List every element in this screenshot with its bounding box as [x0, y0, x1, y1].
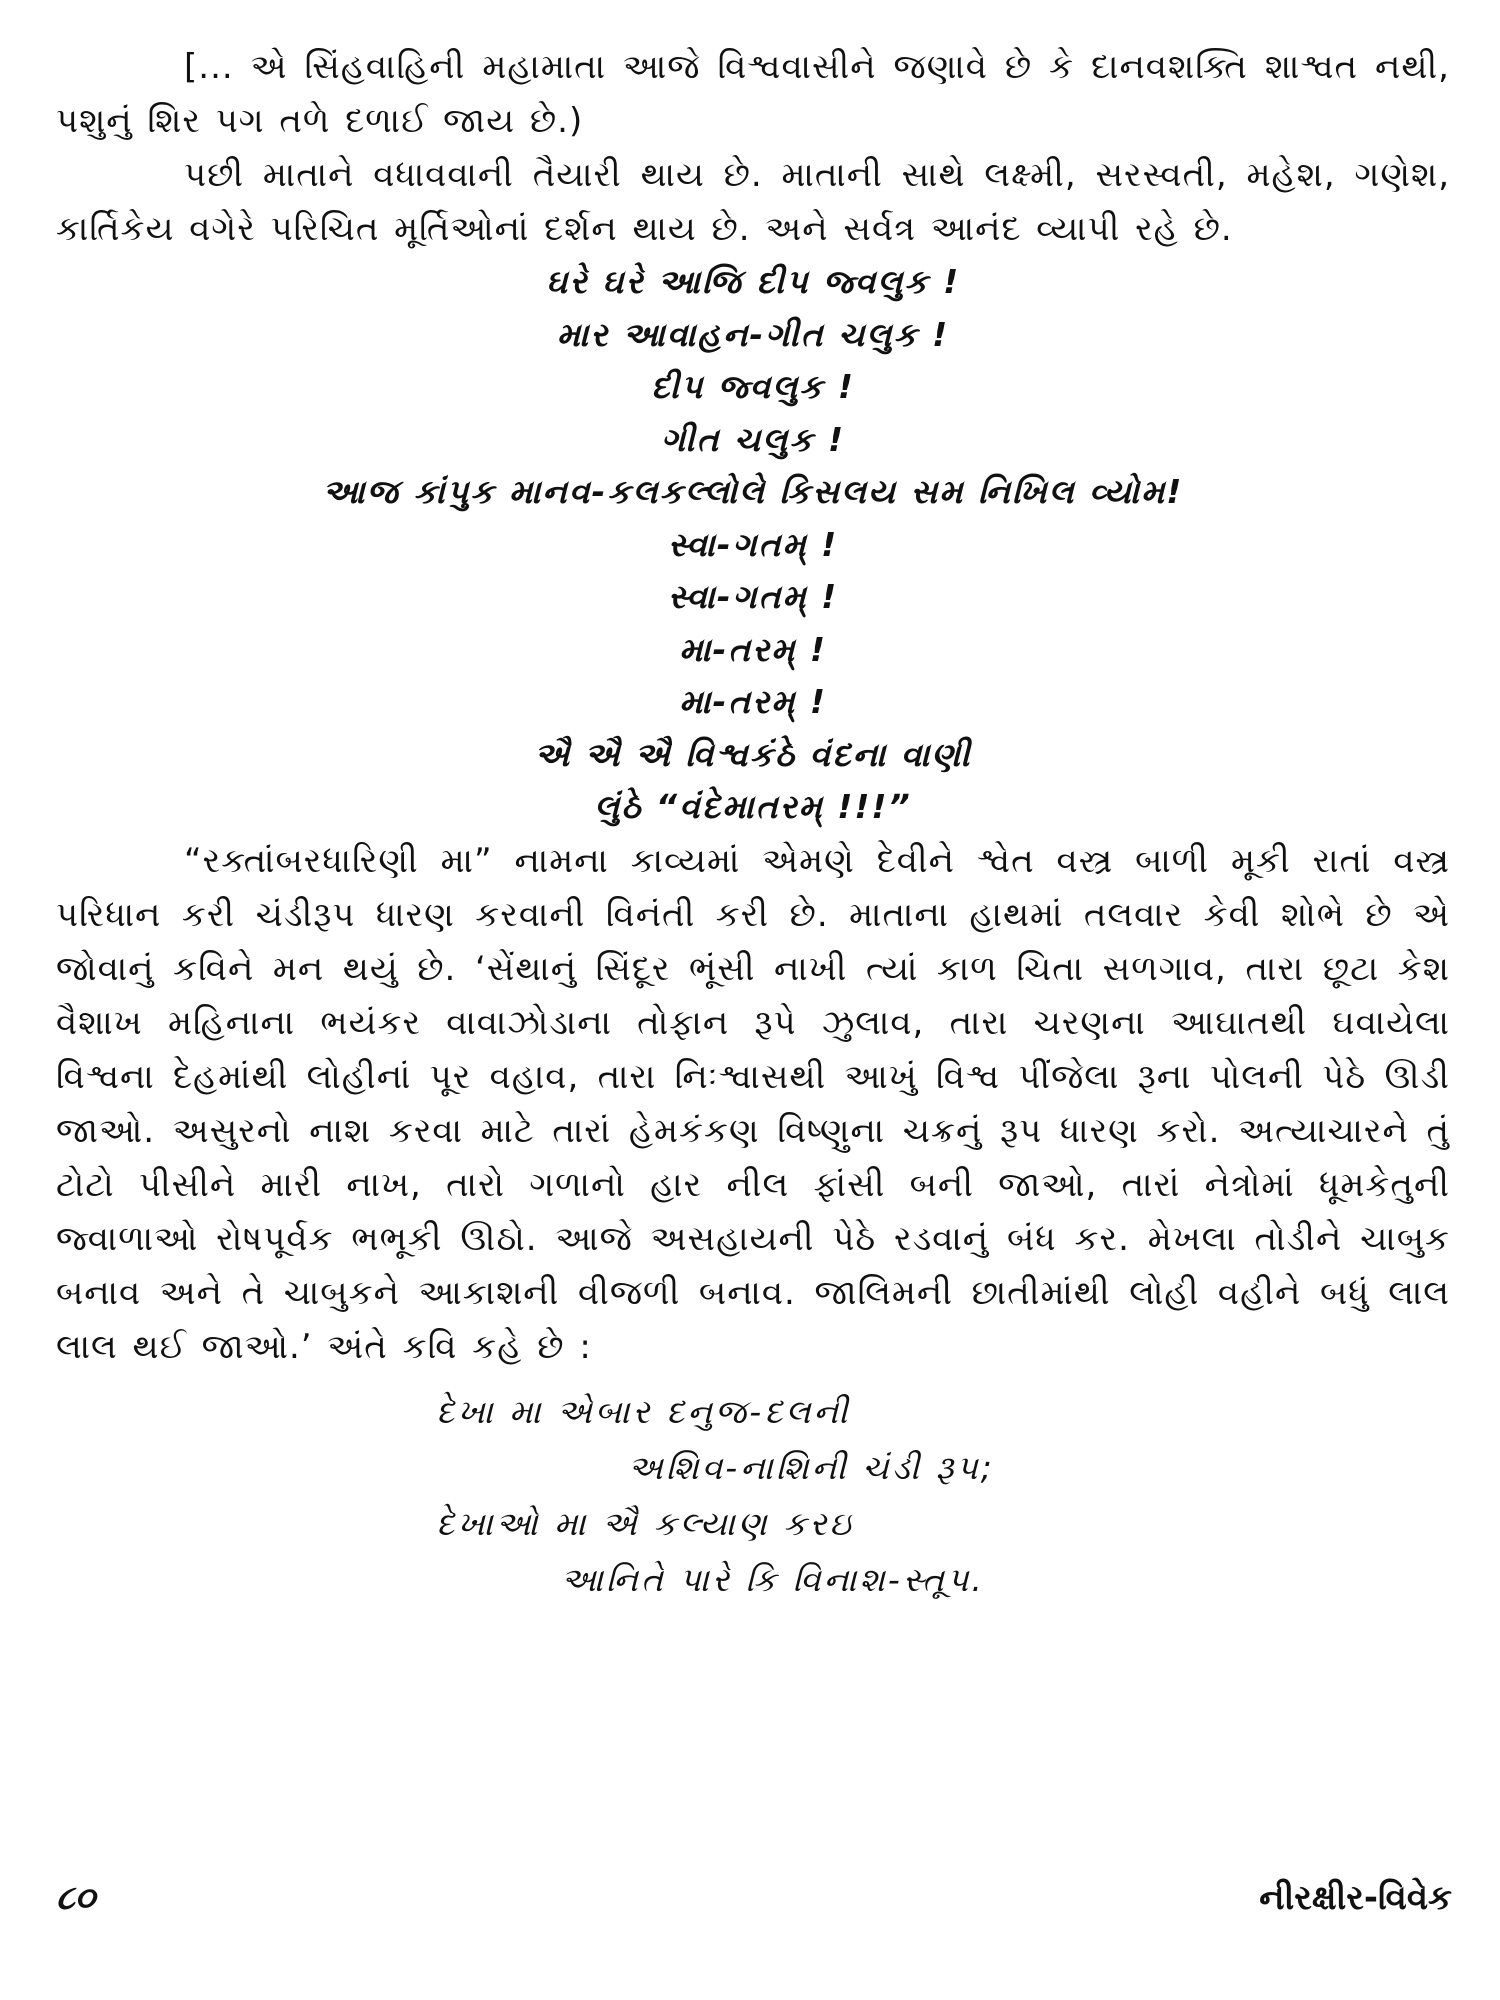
- song-line: સ્વા-ગતમ્ !: [667, 577, 839, 616]
- song-line: મા-તરમ્ !: [679, 682, 827, 721]
- song-verse: [56, 256, 1450, 834]
- page-number: ૮૦: [56, 1878, 96, 1918]
- poem-line: આનિતે પારે કિ વિનાશ-સ્તૂપ.: [561, 1559, 985, 1599]
- poem-line: દેખાઓ મા ઐ કલ્યાણ કરઇ: [436, 1503, 854, 1543]
- intro-paragraph-2: પછી માતાને વધાવવાની તૈયારી થાય છે. માતાની સાથે લક્ષ્મી, સરસ્વતી, મહેશ, ગણેશ, કાર્તિકેય વગેરે પરિચિત મૂર્તિઓનાં દર્શન થાય છે. અને સર્વત્ર આનંદ વ્યાપી રહે છે.: [56, 155, 1450, 249]
- song-line: માર આવાહન-ગીત ચલુક !: [556, 314, 950, 354]
- poem-line: અશિવ-નાશિની ચંડી રૂપ;: [628, 1447, 995, 1487]
- song-line: સ્વા-ગતમ્ !: [667, 524, 839, 564]
- body-paragraph: “રક્તાંબરધારિણી મા” નામના કાવ્યમાં એમણે દેવીને શ્વેત વસ્ત્ર બાળી મૂકી રાતાં વસ્ત્ર પરિધાન કરી ચંડીરૂપ ધારણ કરવાની વિનંતી કરી છે. માતાના હાથમાં તલવાર કેવી શોભે છે એ જોવાનું કવિને મન થયું છે. ‘સેંથાનું સિંદૂર ભૂંસી નાખી ત્યાં કાળ ચિતા સળગાવ, તારા છૂટા કેશ વૈશાખ મહિનાના ભયંકર વાવાઝોડાના તોફાન રૂપે ઝુલાવ, તારા ચરણના આઘાતથી ઘવાયેલા વિશ્વના દેહમાંથી લોહીનાં પૂર વહાવ, તારા નિઃશ્વાસથી આખું વિશ્વ પીંજેલા રૂના પોલની પેઠે ઊડી જાઓ. અસુરનો નાશ કરવા માટે તારાં હેમકંકણ વિષ્ણુના ચક્રનું રૂપ ધારણ કરો. અત્યાચારને તું ટોટો પીસીને મારી નાખ, તારો ગળાનો હાર નીલ ફાંસી બની જાઓ, તારાં નેત્રોમાં ધૂમકેતુની જ્વાળાઓ રોષપૂર્વક ભભૂકી ઊઠો. આજે અસહાયની પેઠે રડવાનું બંધ કર. મેખલા તોડીને ચાબુક બનાવ અને તે ચાબુકને આકાશની વીજળી બનાવ. જાલિમની છાતીમાંથી લોહી વહીને બધું લાલ લાલ થઈ જાઓ.’ અંતે કવિ કહે છે :: [56, 840, 1450, 1367]
- poem-line: દેખા મા એબાર દનુજ-દલની: [436, 1391, 851, 1431]
- book-title: નીરક્ષીર-વિવેક: [1259, 1878, 1452, 1918]
- song-line: દીપ જ્વલુક !: [651, 367, 855, 406]
- intro-section: [56, 40, 1450, 256]
- closing-poem: [56, 1384, 1450, 1608]
- song-line: આજ કાંપુક માનવ-કલકલ્લોલે કિસલય સમ નિખિલ વ્યોમ!: [322, 472, 1184, 511]
- song-line: ઘરે ઘરે આજિ દીપ જ્વલુક !: [545, 262, 961, 301]
- intro-paragraph-1: [... એ સિંહવાહિની મહામાતા આજે વિશ્વવાસીને જણાવે છે કે દાનવશક્તિ શાશ્વત નથી, પશુનું શિર પગ તળે દળાઈ જાય છે.): [56, 47, 1450, 141]
- page-footer: [56, 1878, 1452, 1928]
- song-line: લુંઠે “વંદેમાતરમ્ !!!”: [594, 787, 912, 826]
- song-line: ઐ ઐ ઐ વિશ્વકંઠે વંદના વાણી: [534, 734, 972, 774]
- body-section: [56, 834, 1450, 1374]
- song-line: ગીત ચલુક !: [660, 419, 846, 459]
- song-line: મા-તરમ્ !: [679, 629, 827, 669]
